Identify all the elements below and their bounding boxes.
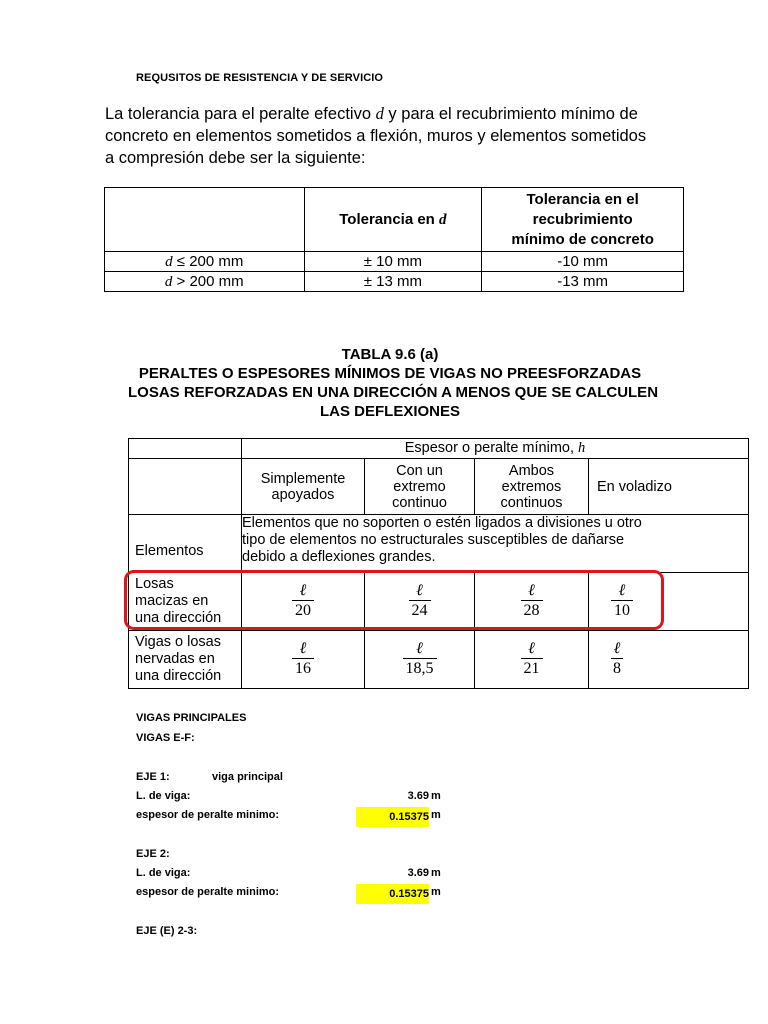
eje2-lviga-label: L. de viga: [136, 867, 191, 879]
col-header: Ambos extremos continuos [475, 459, 589, 515]
eje3-label: EJE (E) 2-3: [136, 925, 198, 937]
header-tolerance-cover: Tolerancia en el recubrimiento mínimo de concreto [482, 188, 684, 252]
tolerance-paragraph: La tolerancia para el peralte efectivo d y para el recubrimiento mínimo de concreto en elementos sometidos a flexión, muros y elementos sometidos a compresión debe ser la siguiente: [105, 104, 647, 167]
table-row: d > 200 mm ± 13 mm -13 mm [105, 272, 684, 292]
eje2-label: EJE 2: [136, 848, 170, 860]
eje1-esp-value: 0.15375 [356, 807, 429, 827]
eje1-lviga-value: 3.69 [407, 790, 429, 802]
elements-description: Elementos que no soporten o estén ligados a divisiones u otro tipo de elementos no estructurales susceptibles de dañarse debido a deflexiones grandes. [242, 515, 749, 573]
eje2-esp-value: 0.15375 [356, 884, 429, 904]
eje2-lviga-value: 3.69 [407, 867, 429, 879]
eje1-esp-unit: m [431, 809, 441, 821]
vigas-principales-heading: VIGAS PRINCIPALES [136, 712, 247, 724]
vigas-ef-heading: VIGAS E-F: [136, 732, 195, 744]
col-header: Simplemente apoyados [242, 459, 365, 515]
elements-label: Elementos [129, 515, 242, 573]
tabla-title: TABLA 9.6 (a) PERALTES O ESPESORES MÍNIMOS DE VIGAS NO PREESFORZADAS LOSAS REFORZADAS EN UNA DIRECCIÓN A MENOS QUE SE CALCULEN LAS DEFLEXIONES [128, 346, 659, 420]
eje1-lviga-label: L. de viga: [136, 790, 191, 802]
eje2-lviga-unit: m [431, 867, 441, 879]
col-header: En voladizo [589, 459, 749, 515]
table-row: Losas macizas en una dirección $\frac{\text{ℓ}}{20}$ $\frac{\text{ℓ}}{24}$ $\frac{\text{ℓ}}{28}$ $\frac{\text{ℓ}}{10}$ [129, 573, 749, 631]
eje1-lviga-unit: m [431, 790, 441, 802]
table-row: Vigas o losas nervadas en una dirección $\frac{\text{ℓ}}{16}$ $\frac{\text{ℓ}}{18,5}$ $\frac{\text{ℓ}}{21}$ $\frac{\text{ℓ}}{8}$ [129, 631, 749, 689]
span-header: Espesor o peralte mínimo, h [242, 439, 749, 459]
minimum-depth-table [128, 438, 672, 690]
highlight-box [124, 570, 664, 630]
empty-header-cell [105, 188, 305, 252]
col-header: Con un extremo continuo [365, 459, 475, 515]
tolerance-table [104, 187, 652, 295]
eje1-esp-label: espesor de peralte minimo: [136, 809, 280, 821]
table-row: d ≤ 200 mm ± 10 mm -10 mm [105, 252, 684, 272]
eje1-note: viga principal [212, 771, 283, 783]
eje1-label: EJE 1: [136, 771, 170, 783]
eje2-esp-label: espesor de peralte minimo: [136, 886, 280, 898]
header-tolerance-d: Tolerancia en d [304, 188, 482, 252]
eje2-esp-unit: m [431, 886, 441, 898]
section-title: REQUSITOS DE RESISTENCIA Y DE SERVICIO [136, 72, 384, 84]
